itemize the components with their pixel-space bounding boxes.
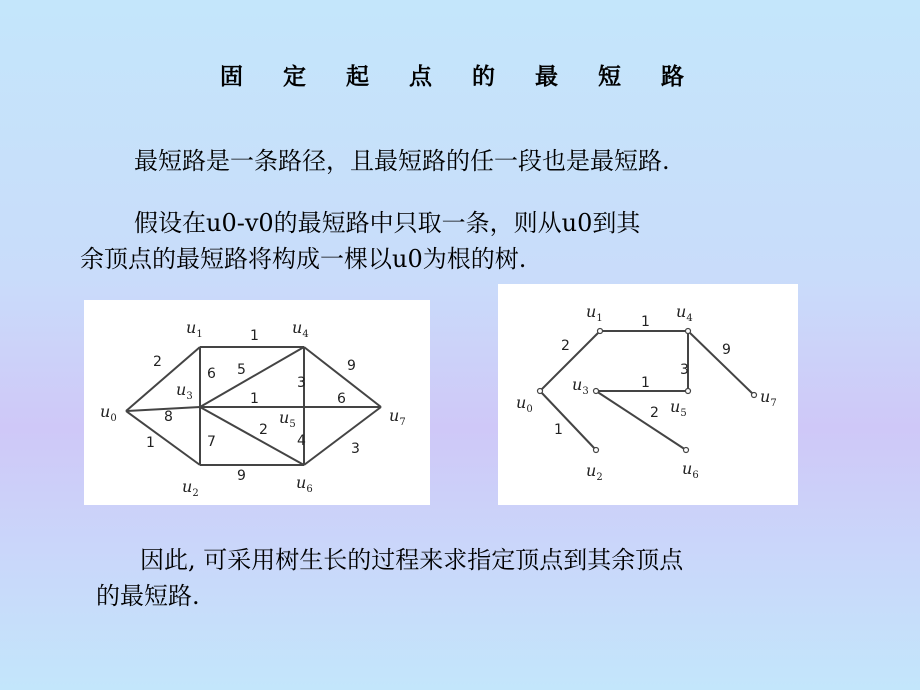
graph-edge-u0-u3: [126, 407, 200, 411]
vertex-label-u5: $u_5$: [279, 408, 296, 430]
paragraph-1: 最短路是一条路径，且最短路的任一段也是最短路.: [134, 147, 670, 175]
paragraph-3-line-2: 的最短路.: [96, 582, 200, 610]
tree-weight-u0-u1: 2: [561, 338, 570, 354]
vertex-label-u7: $u_7$: [760, 387, 777, 409]
tree-vertex-u5: [686, 389, 691, 394]
tree-edge-u4-u7: [688, 331, 754, 395]
weighted-graph-figure: [84, 300, 430, 505]
tree-weight-u1-u4: 1: [641, 314, 650, 330]
tree-weight-u4-u7: 9: [722, 342, 731, 358]
vertex-label-u5: $u_5$: [670, 397, 687, 419]
tree-vertex-u1: [598, 329, 603, 334]
vertex-label-u1: $u_1$: [586, 302, 603, 324]
vertex-label-u3: $u_3$: [176, 380, 193, 402]
graph-edge-u6-u7: [304, 407, 381, 465]
graph-weight-u0-u2: 1: [146, 435, 155, 451]
graph-weight-u3-u4: 5: [237, 362, 246, 378]
vertex-label-u2: $u_2$: [182, 477, 199, 499]
vertex-label-u4: $u_4$: [676, 302, 693, 324]
tree-vertex-u0: [538, 389, 543, 394]
tree-vertex-u6: [684, 448, 689, 453]
weighted-graph: [84, 300, 430, 505]
vertex-label-u2: $u_2$: [586, 461, 603, 483]
tree-weight-u4-u5: 3: [680, 362, 689, 378]
graph-weight-u0-u3: 8: [164, 409, 173, 425]
paragraph-2-line-1: 假设在u0-v0的最短路中只取一条，则从u0到其: [134, 209, 641, 237]
graph-weight-u3-u5: 1: [250, 391, 259, 407]
tree-edge-u0-u1: [540, 331, 600, 391]
tree-vertex-u7: [752, 393, 757, 398]
graph-weight-u3-u6: 2: [259, 422, 268, 438]
graph-weight-u0-u1: 2: [153, 354, 162, 370]
graph-weight-u5-u7: 6: [337, 391, 346, 407]
vertex-label-u0: $u_0$: [516, 393, 533, 415]
tree-weight-u3-u6: 2: [650, 405, 659, 421]
graph-weight-u1-u4: 1: [250, 328, 259, 344]
paragraph-2-line-2: 余顶点的最短路将构成一棵以u0为根的树.: [80, 245, 527, 273]
shortest-path-tree-figure: [498, 284, 798, 505]
graph-weight-u1-u3: 6: [207, 366, 216, 382]
vertex-label-u1: $u_1$: [186, 318, 203, 340]
vertex-label-u4: $u_4$: [292, 318, 309, 340]
graph-weight-u2-u6: 9: [237, 468, 246, 484]
vertex-label-u0: $u_0$: [100, 402, 117, 424]
vertex-label-u6: $u_6$: [682, 459, 699, 481]
shortest-path-tree: [498, 284, 798, 505]
tree-weight-u0-u2: 1: [554, 422, 563, 438]
paragraph-3-line-1: 因此, 可采用树生长的过程来求指定顶点到其余顶点: [140, 546, 684, 574]
graph-weight-u4-u7: 9: [347, 358, 356, 374]
vertex-label-u7: $u_7$: [389, 406, 406, 428]
tree-weight-u3-u5: 1: [641, 375, 650, 391]
tree-vertex-u3: [594, 389, 599, 394]
tree-edge-u0-u2: [540, 391, 596, 450]
graph-weight-u4-u5: 3: [297, 375, 306, 391]
graph-weight-u3-u2: 7: [207, 434, 216, 450]
tree-vertex-u4: [686, 329, 691, 334]
vertex-label-u3: $u_3$: [572, 375, 589, 397]
tree-vertex-u2: [594, 448, 599, 453]
graph-weight-u6-u7: 3: [351, 441, 360, 457]
graph-weight-u5-u6: 4: [297, 433, 306, 449]
slide-title: 固 定 起 点 的 最 短 路: [219, 64, 701, 90]
graph-edge-u0-u2: [126, 411, 200, 465]
vertex-label-u6: $u_6$: [296, 473, 313, 495]
